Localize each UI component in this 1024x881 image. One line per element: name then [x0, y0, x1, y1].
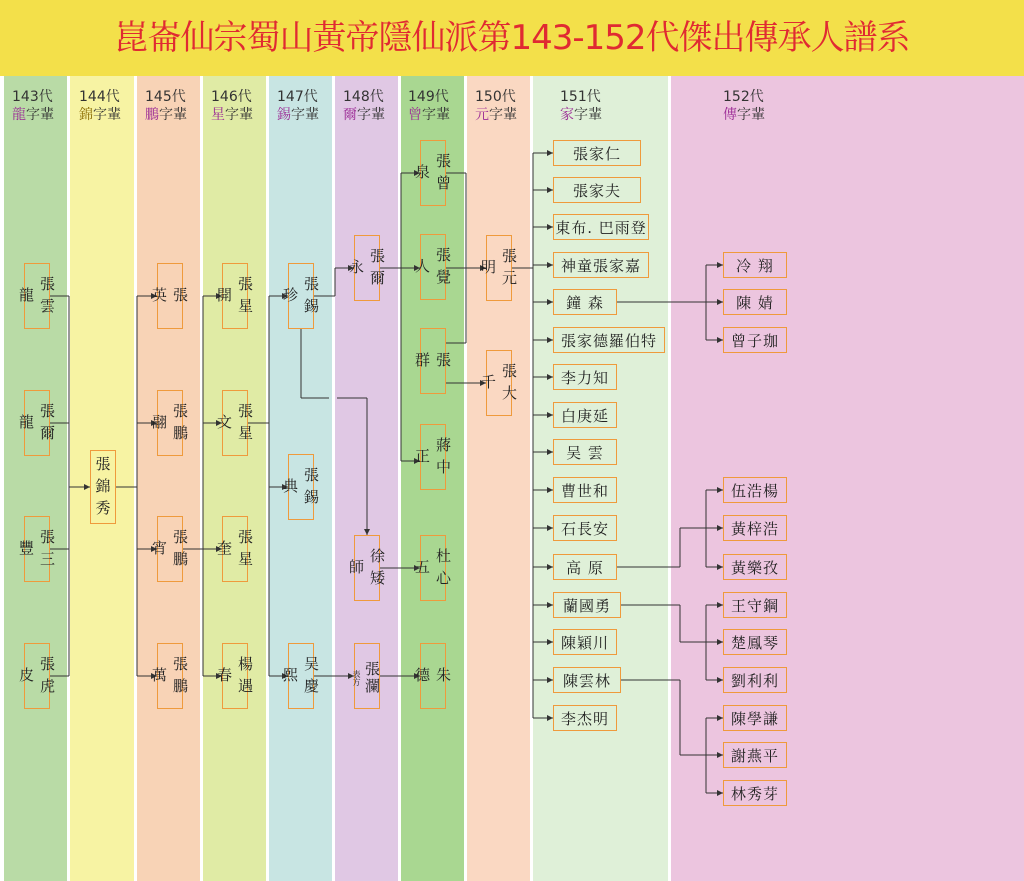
- person-box-g145-2: [150, 516, 189, 582]
- person-box-g152-5: [723, 554, 787, 580]
- person-name: 張錦秀: [93, 455, 112, 522]
- person-name: 李力知: [560, 368, 609, 387]
- person-box-g145-0: [150, 263, 189, 329]
- generation-character: 元: [475, 107, 489, 123]
- person-name: 石長安: [560, 519, 609, 538]
- person-name: 白庚延: [560, 406, 609, 425]
- person-name: 陳雲林: [562, 671, 611, 690]
- person-name: 張三豐: [17, 528, 56, 573]
- person-name: 吴 雲: [566, 443, 604, 462]
- person-box-g149-0: [413, 140, 452, 206]
- generation-suffix: 字輩: [574, 107, 602, 123]
- person-box-g152-2: [723, 327, 787, 353]
- generation-label: 146代: [211, 89, 252, 105]
- person-box-g151-12: [553, 592, 621, 618]
- person-note: 表方: [352, 669, 361, 686]
- person-box-g143-3: [17, 643, 56, 709]
- person-box-g151-5: [553, 327, 665, 353]
- person-name: 朱 德: [413, 666, 452, 689]
- person-name: 高 原: [566, 558, 604, 577]
- person-box-g149-3: [413, 424, 452, 490]
- person-box-g151-3: [553, 252, 649, 278]
- person-box-g149-2: [413, 328, 452, 394]
- person-name: 陳 婧: [736, 293, 774, 312]
- person-name: 鐘 森: [566, 293, 604, 312]
- person-box-g151-8: [553, 439, 617, 465]
- generation-suffix: 字輩: [291, 107, 319, 123]
- person-box-g151-10: [553, 515, 617, 541]
- person-box-g151-6: [553, 364, 617, 390]
- person-box-g151-14: [553, 667, 621, 693]
- generation-suffix: 字輩: [737, 107, 765, 123]
- person-box-g152-0: [723, 252, 787, 278]
- generation-character: 爾: [343, 107, 357, 123]
- generation-suffix: 字輩: [489, 107, 517, 123]
- person-name: 張大千: [479, 362, 518, 407]
- person-box-g149-1: [413, 234, 452, 300]
- generation-label: 151代: [560, 89, 601, 105]
- person-name: 張爾永: [347, 247, 386, 292]
- person-name: 張爾龍: [17, 402, 56, 447]
- person-name: 張家德羅伯特: [560, 331, 657, 350]
- person-name: 張元明: [479, 247, 518, 292]
- generation-suffix: 字輩: [26, 107, 54, 123]
- generation-label: 152代: [723, 89, 764, 105]
- person-name: 張虎皮: [17, 655, 56, 700]
- generation-suffix: 字輩: [159, 107, 187, 123]
- person-box-g147-1: [281, 454, 320, 520]
- generation-character: 家: [560, 107, 574, 123]
- person-name: 張 英: [150, 286, 189, 309]
- person-name: 張雲龍: [17, 275, 56, 320]
- person-name: 冷 翔: [736, 256, 774, 275]
- person-box-g151-0: [553, 140, 641, 166]
- generation-label: 150代: [475, 89, 516, 105]
- person-name: 林秀芽: [730, 784, 779, 803]
- person-name: 杜心五: [413, 547, 452, 592]
- generation-label: 147代: [277, 89, 318, 105]
- person-box-g143-0: [17, 263, 56, 329]
- person-name: 張鵬翮: [150, 402, 189, 447]
- person-box-g147-0: [281, 263, 320, 329]
- person-box-g148-1: [347, 535, 386, 601]
- person-box-g152-11: [723, 780, 787, 806]
- generation-character: 鵬: [145, 107, 159, 123]
- person-name: 楊遇春: [215, 655, 254, 700]
- generation-character: 龍: [12, 107, 26, 123]
- person-box-g145-1: [150, 390, 189, 456]
- person-name: 張鵬宵: [150, 528, 189, 573]
- person-name: 伍浩楊: [730, 481, 779, 500]
- person-box-g150-0: [479, 235, 518, 301]
- page-title: 崑崙仙宗蜀山黃帝隱仙派第143-152代傑出傳承人譜系: [114, 18, 910, 58]
- person-box-g148-0: [347, 235, 386, 301]
- generation-suffix: 字輩: [93, 107, 121, 123]
- person-box-g152-6: [723, 592, 787, 618]
- person-name: 吴慶熙: [281, 655, 320, 700]
- person-box-g151-15: [553, 705, 617, 731]
- person-name: 曹世和: [560, 481, 609, 500]
- person-name: 張星開: [215, 275, 254, 320]
- generation-character: 星: [211, 107, 225, 123]
- person-name: 劉利利: [730, 671, 779, 690]
- person-box-g152-8: [723, 667, 787, 693]
- generation-label: 144代: [79, 89, 120, 105]
- person-name: 謝燕平: [730, 746, 779, 765]
- person-box-g150-1: [479, 350, 518, 416]
- generation-label: 145代: [145, 89, 186, 105]
- generation-character: 錫: [277, 107, 291, 123]
- generation-suffix: 字輩: [357, 107, 385, 123]
- person-name: 張曾泉: [413, 152, 452, 197]
- person-box-g143-2: [17, 516, 56, 582]
- person-box-g151-2: [553, 214, 649, 240]
- person-box-g151-1: [553, 177, 641, 203]
- person-box-g146-0: [215, 263, 254, 329]
- person-box-g149-5: [413, 643, 452, 709]
- person-box-g152-3: [723, 477, 787, 503]
- person-box-g151-9: [553, 477, 617, 503]
- person-box-g143-1: [17, 390, 56, 456]
- person-box-g152-1: [723, 289, 787, 315]
- person-name: 蘭國勇: [562, 596, 611, 615]
- generation-suffix: 字輩: [225, 107, 253, 123]
- person-name: 黃梓浩: [730, 519, 779, 538]
- person-box-g151-11: [553, 554, 617, 580]
- person-name: 張星文: [215, 402, 254, 447]
- generation-label: 149代: [408, 89, 449, 105]
- generation-character: 傳: [723, 107, 737, 123]
- person-name: 楚鳳琴: [730, 633, 779, 652]
- person-box-g146-3: [215, 643, 254, 709]
- generation-suffix: 字輩: [422, 107, 450, 123]
- generation-label: 148代: [343, 89, 384, 105]
- person-name: 陳學謙: [730, 709, 779, 728]
- person-box-g152-4: [723, 515, 787, 541]
- person-name: 張錫珍: [281, 275, 320, 320]
- person-name: 黃樂孜: [730, 558, 779, 577]
- person-name: 陳穎川: [560, 633, 609, 652]
- person-name: 王守鋼: [730, 596, 779, 615]
- person-box-g151-4: [553, 289, 617, 315]
- person-name: 張 群: [413, 351, 452, 374]
- person-box-g151-13: [553, 629, 617, 655]
- person-box-g144-0: [90, 450, 116, 524]
- person-box-g148-2: [354, 643, 380, 709]
- person-name: 張鵬萬: [150, 655, 189, 700]
- person-box-g149-4: [413, 535, 452, 601]
- person-name: 蔣中正: [413, 436, 452, 481]
- person-box-g152-10: [723, 742, 787, 768]
- person-box-g145-3: [150, 643, 189, 709]
- person-box-g152-7: [723, 629, 787, 655]
- person-name: 神童張家嘉: [560, 256, 641, 275]
- person-box-g151-7: [553, 402, 617, 428]
- person-name: 李杰明: [560, 709, 609, 728]
- person-name: 張星奎: [215, 528, 254, 573]
- person-box-g152-9: [723, 705, 787, 731]
- person-name: 東布. 巴雨登: [555, 218, 647, 237]
- generation-character: 曾: [408, 107, 422, 123]
- person-box-g147-2: [281, 643, 320, 709]
- person-name: 張瀾: [363, 660, 381, 695]
- person-name: 張家仁: [572, 144, 621, 163]
- person-box-g146-2: [215, 516, 254, 582]
- person-box-g146-1: [215, 390, 254, 456]
- person-name: 張覺人: [413, 246, 452, 291]
- person-name: 曾子珈: [730, 331, 779, 350]
- generation-character: 錦: [79, 107, 93, 123]
- generation-label: 143代: [12, 89, 53, 105]
- person-name: 徐矮師: [347, 547, 386, 592]
- person-name: 張家夫: [572, 181, 621, 200]
- person-name: 張錫典: [281, 466, 320, 511]
